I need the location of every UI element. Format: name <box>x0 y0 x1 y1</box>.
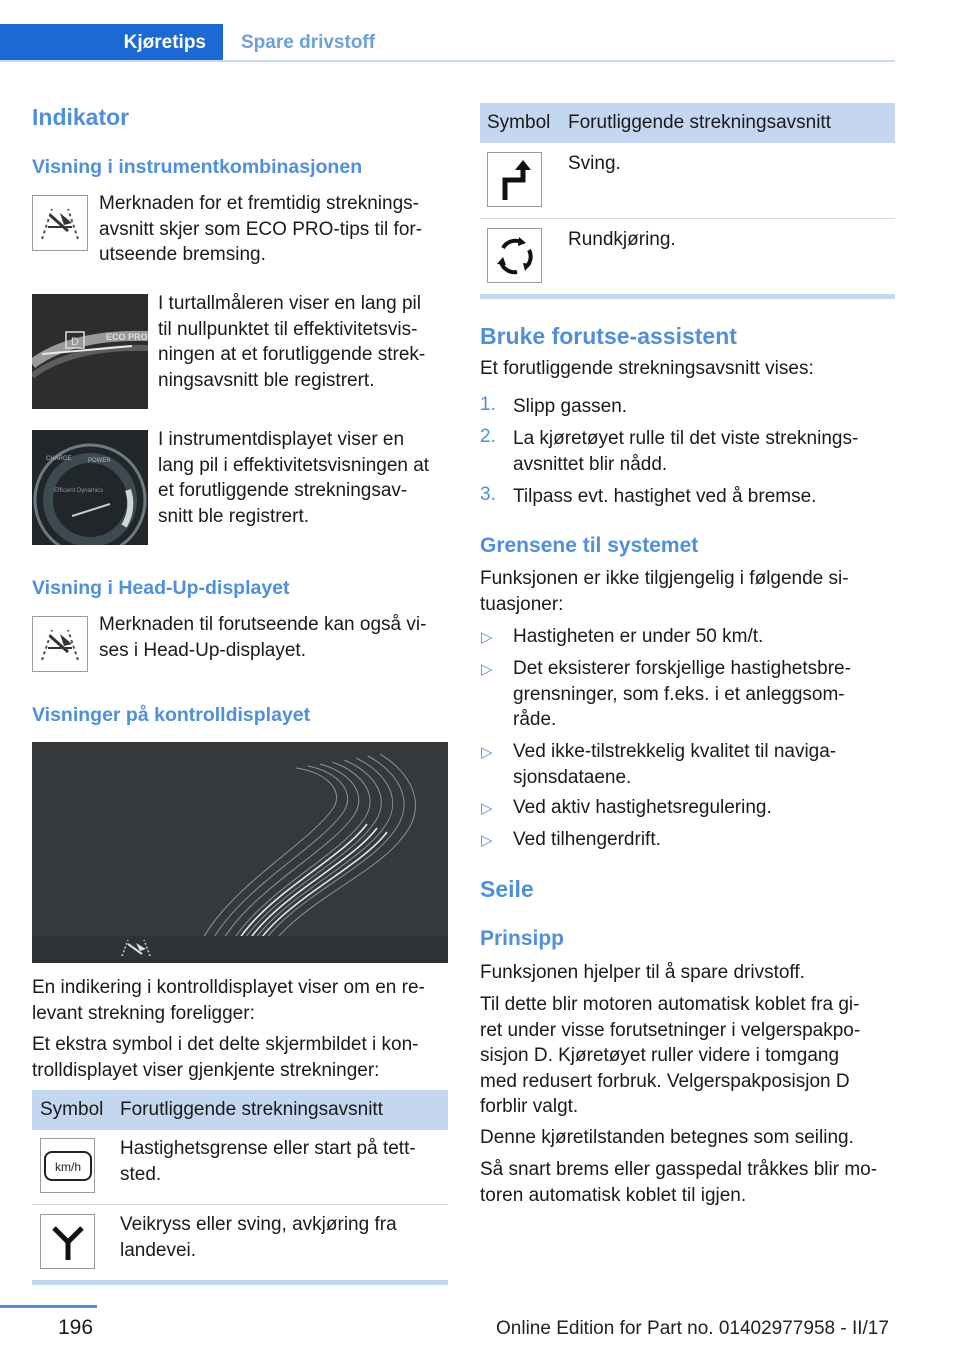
text-line: avsnittet blir nådd. <box>513 453 668 475</box>
paragraph-turtall <box>158 291 425 393</box>
paragraph-merknad <box>99 191 422 268</box>
text-line: ningsavsnitt ble registrert. <box>158 369 375 391</box>
tab-spare-drivstoff[interactable] <box>223 24 375 61</box>
text-line: et forutliggende strekningsav- <box>158 480 408 501</box>
eco-pro-label: ECO PRO <box>106 332 148 342</box>
text-line: Ved tilhengerdrift. <box>513 829 661 850</box>
edition-note: Online Edition for Part no. 01402977958 - II/17 <box>496 1318 889 1339</box>
text-line: La kjøretøyet rulle til det viste streknings- <box>513 428 859 449</box>
text-line: toren automatisk koblet til igjen. <box>480 1184 747 1206</box>
instrument-display-photo <box>32 430 148 545</box>
table-bottom-bar <box>480 294 895 299</box>
text-line: ningen at et forutliggende strek- <box>158 344 426 365</box>
text-line: Slipp gassen. <box>513 396 628 417</box>
step-text <box>513 394 627 420</box>
footer-accent-line <box>0 1305 97 1308</box>
heading-head-up: Visning i Head-Up-displayet <box>32 577 290 599</box>
tachometer-photo <box>32 294 148 409</box>
text-line: Merknaden til forutseende kan også vi- <box>99 614 427 635</box>
text-line: I turtallmåleren viser en lang pil <box>158 293 421 314</box>
table-cell <box>568 227 676 253</box>
heading-instrumentkombinasjon: Visning i instrumentkombinasjonen <box>32 156 363 178</box>
text-line: råde. <box>513 709 557 730</box>
table-cell <box>120 1136 416 1187</box>
column-header-symbol: Symbol <box>40 1099 104 1120</box>
table-bottom-bar <box>32 1280 448 1285</box>
text-line: Tilpass evt. hastighet ved å bremse. <box>513 486 817 507</box>
bullet-text <box>513 656 851 733</box>
paragraph-grensene <box>480 566 849 617</box>
anticipation-warning-icon <box>32 195 88 251</box>
heading-seile: Seile <box>480 876 534 902</box>
paragraph-instrumentdisplay <box>158 427 429 529</box>
tab-kjoretips[interactable] <box>0 24 223 61</box>
heading-indikator: Indikator <box>32 104 130 130</box>
text-line: sjonsdataene. <box>513 766 632 788</box>
table-header <box>32 1090 448 1130</box>
step-text <box>513 484 816 510</box>
text-line: Funksjonen er ikke tilgjengelig i følgende si- <box>480 568 849 589</box>
bullet-triangle-icon: ▷ <box>481 629 493 646</box>
column-header-strekning: Forutliggende strekningsavsnitt <box>568 112 831 133</box>
table-cell <box>120 1212 397 1263</box>
efficient-dynamics-label: Efficient Dynamics <box>54 488 104 494</box>
control-display-screenshot <box>32 742 448 963</box>
paragraph-prinsipp-3: Denne kjøretilstanden betegnes som seiling. <box>480 1127 854 1148</box>
table-row-divider <box>480 218 895 219</box>
heading-bruke-forutse: Bruke forutse-assistent <box>480 323 737 349</box>
charge-label: CHARGE <box>46 456 72 462</box>
paragraph-indikering <box>32 975 425 1026</box>
text-line: lang pil i effektivitetsvisningen at <box>158 454 430 476</box>
bullet-triangle-icon: ▷ <box>481 800 493 817</box>
text-line: utseende bremsing. <box>99 244 266 265</box>
text-line: snitt ble registrert. <box>158 505 309 527</box>
step-number: 3. <box>480 484 496 505</box>
text-line: ret under visse forutsetninger i velgerspakpo- <box>480 1019 861 1041</box>
power-label: POWER <box>88 458 111 464</box>
text-line: trolldisplayet viser gjenkjente strekninger: <box>32 1059 380 1081</box>
bullet-text <box>513 624 763 650</box>
text-line: til nullpunktet til effektivitetsvis- <box>158 318 418 340</box>
text-line: Sving. <box>568 153 621 174</box>
text-line: med redusert forbruk. Velgerspakposisjon D <box>480 1070 850 1092</box>
paragraph-ekstra <box>32 1032 419 1083</box>
tab-spare-drivstoff-label: Spare drivstoff <box>241 31 376 53</box>
text-line: sisjon D. Kjøretøyet ruller videre i tomgang <box>480 1045 840 1066</box>
text-line: ses i Head-Up-displayet. <box>99 639 306 661</box>
text-line: Ved aktiv hastighetsregulering. <box>513 797 772 818</box>
paragraph-prinsipp-1: Funksjonen hjelper til å spare drivstoff. <box>480 962 805 983</box>
text-line: forblir valgt. <box>480 1096 579 1117</box>
speed-limit-icon <box>40 1138 95 1193</box>
heading-prinsipp: Prinsipp <box>480 927 565 950</box>
bullet-triangle-icon: ▷ <box>481 832 493 849</box>
table-header <box>480 103 895 143</box>
paragraph-prinsipp-2 <box>480 992 860 1120</box>
bullet-triangle-icon: ▷ <box>481 661 493 678</box>
column-header-symbol: Symbol <box>487 112 551 133</box>
bullet-text <box>513 827 661 853</box>
step-text <box>513 426 858 477</box>
text-line: Et ekstra symbol i det delte skjermbildet i kon- <box>32 1034 419 1055</box>
paragraph-bruke: Et forutliggende strekningsavsnitt vises: <box>480 358 814 379</box>
speed-limit-icon-text: km/h <box>54 1159 81 1174</box>
text-line: I instrumentdisplayet viser en <box>158 429 405 450</box>
turn-icon <box>487 152 542 207</box>
text-line: Merknaden for et fremtidig streknings- <box>99 193 419 214</box>
text-line: Hastighetsgrense eller start på tett- <box>120 1138 416 1159</box>
table-row-divider <box>32 1204 448 1205</box>
text-line: Det eksisterer forskjellige hastighetsbre- <box>513 658 851 679</box>
bullet-text <box>513 739 836 790</box>
text-line: Til dette blir motoren automatisk koblet fra gi- <box>480 994 860 1015</box>
heading-kontrolldisplay: Visninger på kontrolldisplayet <box>32 704 311 726</box>
gear-indicator: D <box>71 336 79 348</box>
header-divider <box>0 60 895 62</box>
text-line: Veikryss eller sving, avkjøring fra <box>120 1214 397 1235</box>
roundabout-icon <box>487 228 542 283</box>
text-line: En indikering i kontrolldisplayet viser om en re- <box>32 977 425 998</box>
tab-kjoretips-label: Kjøretips <box>123 31 206 53</box>
table-cell <box>568 151 621 177</box>
paragraph-prinsipp-4 <box>480 1157 877 1208</box>
text-line: tuasjoner: <box>480 593 564 615</box>
text-line: landevei. <box>120 1239 197 1261</box>
step-number: 2. <box>480 426 496 447</box>
text-line: grensninger, som f.eks. i et anleggsom- <box>513 683 845 705</box>
text-line: levant strekning foreligger: <box>32 1002 255 1024</box>
text-line: Så snart brems eller gasspedal tråkkes blir mo- <box>480 1159 878 1180</box>
text-line: sted. <box>120 1163 162 1185</box>
text-line: avsnitt skjer som ECO PRO-tips til for- <box>99 218 423 240</box>
junction-icon <box>40 1214 95 1269</box>
text-line: Hastigheten er under 50 km/t. <box>513 626 764 647</box>
text-line: Ved ikke-tilstrekkelig kvalitet til naviga- <box>513 741 837 762</box>
page-number: 196 <box>58 1316 94 1339</box>
step-number: 1. <box>480 394 496 415</box>
paragraph-hud <box>99 612 426 663</box>
text-line: Rundkjøring. <box>568 229 676 250</box>
bullet-text <box>513 795 772 821</box>
column-header-strekning: Forutliggende strekningsavsnitt <box>120 1099 383 1120</box>
hud-anticipation-icon <box>32 616 88 672</box>
bullet-triangle-icon: ▷ <box>481 744 493 761</box>
heading-grensene: Grensene til systemet <box>480 534 699 557</box>
